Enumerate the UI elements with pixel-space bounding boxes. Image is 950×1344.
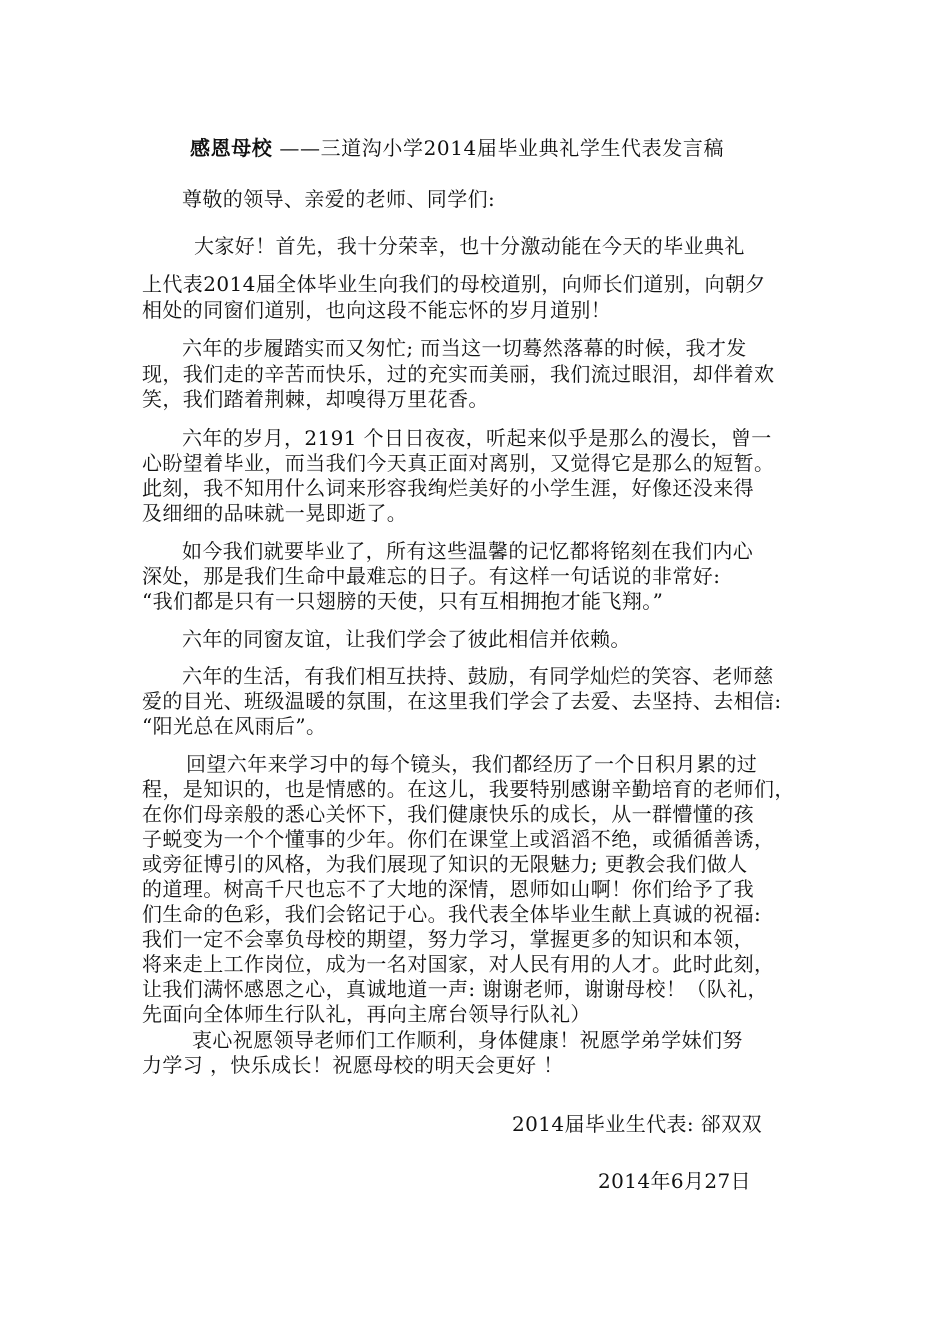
title-subtitle: ——三道沟小学2014届毕业典礼学生代表发言稿 xyxy=(272,136,725,160)
paragraph-2-line-2: 现，我们走的辛苦而快乐，过的充实而美丽，我们流过眼泪，却伴着欢 xyxy=(142,362,775,386)
paragraph-2-line-1: 六年的步履踏实而又匆忙; 而当这一切蓦然落幕的时候，我才发 xyxy=(182,336,747,360)
paragraph-5-line-1: 六年的同窗友谊，让我们学会了彼此相信并依赖。 xyxy=(182,627,631,651)
paragraph-7-line-6: 的道理。树高千尺也忘不了大地的深情，恩师如山啊！你们给予了我 xyxy=(142,877,754,901)
paragraph-7-line-10: 让我们满怀感恩之心，真诚地道一声: 谢谢老师，谢谢母校！（队礼， xyxy=(142,977,768,1001)
paragraph-8-line-2: 力学习 ，快乐成长！祝愿母校的明天会更好 ！ xyxy=(142,1053,564,1077)
paragraph-6-line-1: 六年的生活，有我们相互扶持、鼓励，有同学灿烂的笑容、老师慈 xyxy=(182,664,774,688)
paragraph-6-line-3: “阳光总在风雨后”。 xyxy=(142,714,327,738)
paragraph-1-line-2: 上代表2014届全体毕业生向我们的母校道别，向师长们道别，向朝夕 xyxy=(142,272,766,296)
paragraph-1-line-3: 相处的同窗们道别，也向这段不能忘怀的岁月道别！ xyxy=(142,298,612,322)
paragraph-7-line-9: 将来走上工作岗位，成为一名对国家，对人民有用的人才。此时此刻， xyxy=(142,952,775,976)
paragraph-7-line-2: 程，是知识的，也是情感的。在这儿，我要特别感谢辛勤培育的老师们， xyxy=(142,777,795,801)
paragraph-6-line-2: 爱的目光、班级温暖的氛围，在这里我们学会了去爱、去坚持、去相信: xyxy=(142,689,782,713)
title-emphasis: 感恩母校 xyxy=(190,136,273,160)
signature: 2014届毕业生代表: 郤双双 xyxy=(512,1112,762,1136)
paragraph-3-line-4: 及细细的品味就一晃即逝了。 xyxy=(142,501,408,525)
paragraph-3-line-2: 心盼望着毕业，而当我们今天真正面对离别，又觉得它是那么的短暂。 xyxy=(142,451,775,475)
paragraph-7-line-7: 们生命的色彩，我们会铭记于心。我代表全体毕业生献上真诚的祝福: xyxy=(142,902,762,926)
paragraph-7-line-1: 回望六年来学习中的每个镜头，我们都经历了一个日积月累的过 xyxy=(186,752,758,776)
greeting: 尊敬的领导、亲爱的老师、同学们: xyxy=(182,187,496,211)
paragraph-8-line-1: 衷心祝愿领导老师们工作顺利，身体健康！祝愿学弟学妹们努 xyxy=(192,1028,743,1052)
paragraph-7-line-4: 子蜕变为一个个懂事的少年。你们在课堂上或滔滔不绝，或循循善诱， xyxy=(142,827,775,851)
paragraph-4-line-1: 如今我们就要毕业了，所有这些温馨的记忆都将铭刻在我们内心 xyxy=(182,539,754,563)
date: 2014年6月27日 xyxy=(598,1169,752,1193)
paragraph-7-line-8: 我们一定不会辜负母校的期望，努力学习，掌握更多的知识和本领， xyxy=(142,927,754,951)
page-title xyxy=(190,136,724,160)
paragraph-7-line-5: 或旁征博引的风格，为我们展现了知识的无限魅力; 更教会我们做人 xyxy=(142,852,748,876)
paragraph-3-line-3: 此刻，我不知用什么词来形容我绚烂美好的小学生涯，好像还没来得 xyxy=(142,476,754,500)
paragraph-2-line-3: 笑，我们踏着荆棘，却嗅得万里花香。 xyxy=(142,387,489,411)
paragraph-7-line-11: 先面向全体师生行队礼，再向主席台领导行队礼） xyxy=(142,1002,591,1026)
paragraph-7-line-3: 在你们母亲般的悉心关怀下，我们健康快乐的成长，从一群懵懂的孩 xyxy=(142,802,754,826)
paragraph-3-line-1: 六年的岁月，2191 个日日夜夜，听起来似乎是那么的漫长，曾一 xyxy=(182,426,772,450)
paragraph-4-line-3: “我们都是只有一只翅膀的天使，只有互相拥抱才能飞翔。” xyxy=(142,589,664,613)
paragraph-1-line-1: 大家好！首先，我十分荣幸，也十分激动能在今天的毕业典礼 xyxy=(194,234,745,258)
paragraph-4-line-2: 深处，那是我们生命中最难忘的日子。有这样一句话说的非常好: xyxy=(142,564,721,588)
